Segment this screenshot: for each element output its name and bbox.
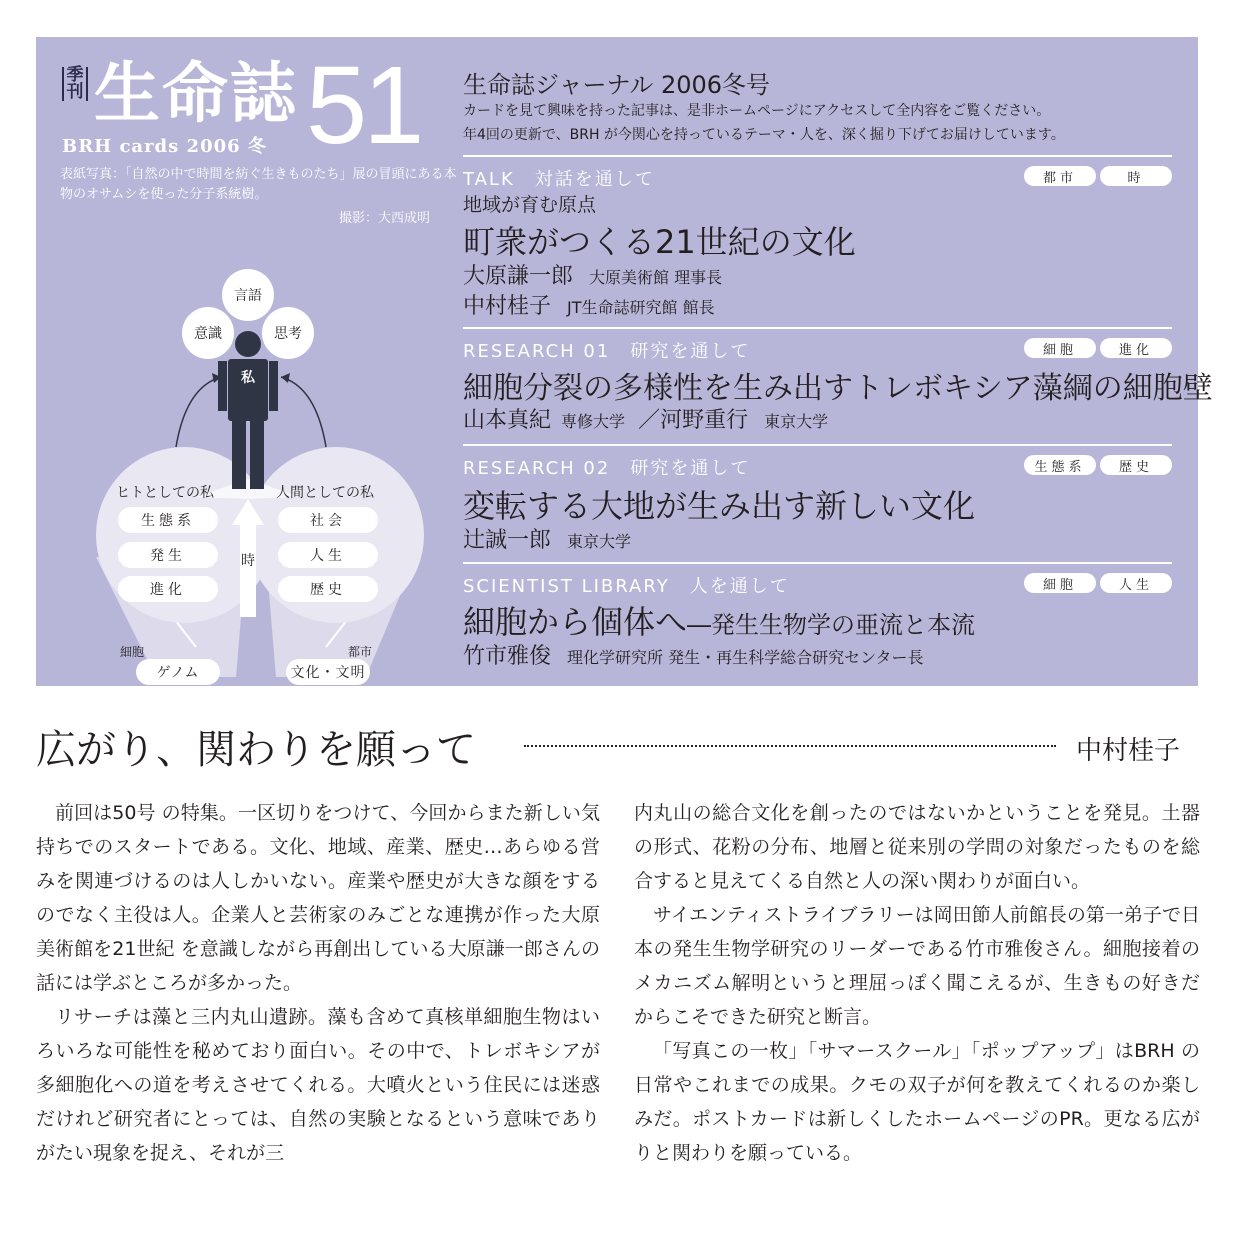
tag[interactable]: 細胞 xyxy=(1024,338,1096,358)
paragraph: 内丸山の総合文化を創ったのではないかということを発見。土器の形式、花粉の分布、地層と従来別の学問の対象だったものを総合すると見えてくる自然と人の深い関わりが面白い。 xyxy=(634,802,1200,892)
talk-person-2: 中村桂子 JT生命誌研究館 館長 xyxy=(463,294,715,319)
bubble-thought: 思考 xyxy=(262,307,314,359)
research2-people: 辻誠一郎 東京大学 xyxy=(463,528,632,553)
library-title[interactable]: 細胞から個体へ―発生生物学の亜流と本流 xyxy=(463,603,976,641)
talk-title[interactable]: 町衆がつくる21世紀の文化 xyxy=(463,223,856,261)
article-column-right xyxy=(634,796,1200,1170)
self-label: 私 xyxy=(241,370,255,386)
headline-leader xyxy=(524,745,1056,747)
library-tags xyxy=(1024,573,1172,593)
divider xyxy=(463,155,1172,157)
divider xyxy=(463,444,1172,446)
human-as-species-label: ヒトとしての私 xyxy=(116,485,214,501)
cell-label: 細胞 xyxy=(120,645,145,659)
paragraph: 前回は50号 の特集。一区切りをつけて、今回からまた新しい気持ちでのスタートである。文化、地域、産業、歴史…あらゆる営みを関連づけるのは人しかいない。産業や歴史が大きな顔をするのでなく主役は人。企業人と芸術家のみごとな連携が作った大原美術館を21世紀 を意識しながら再創出している大原謙一郎さんの話には学ぶところが多かった。 xyxy=(36,802,600,994)
research1-heading: RESEARCH 01 研究を通して xyxy=(463,341,751,362)
pill-society: 社会 xyxy=(278,507,378,533)
pill-culture: 文化・文明 xyxy=(286,659,370,685)
divider xyxy=(463,562,1172,564)
pill-ecosystem: 生態系 xyxy=(118,507,218,533)
self-diagram xyxy=(36,267,466,686)
bubble-language: 言語 xyxy=(222,269,274,321)
pill-history: 歴史 xyxy=(278,576,378,602)
paragraph: サイエンティストライブラリーは岡田節人前館長の第一弟子で日本の発生生物学研究のリーダーである竹市雅俊さん。細胞接着のメカニズム解明というと理屈っぽく聞こえるが、生きもの好きだからこそできた研究と断言。 xyxy=(634,904,1200,1028)
tag[interactable]: 歴史 xyxy=(1100,455,1172,475)
talk-subtitle: 地域が育む原点 xyxy=(463,194,597,216)
issue-number: 51 xyxy=(306,44,421,167)
city-label: 都市 xyxy=(348,645,373,659)
talk-person-1: 大原謙一郎 大原美術館 理事長 xyxy=(463,264,723,289)
article-headline: 広がり、関わりを願って xyxy=(36,727,476,773)
pill-evolution: 進化 xyxy=(118,576,218,602)
paragraph: リサーチは藻と三内丸山遺跡。藻も含めて真核単細胞生物はいろいろな可能性を秘めており面白い。その中で、トレボキシアが多細胞化への道を考えさせてくれる。大噴火という住民には迷惑だけれど研究者にとっては、自然の実験となるという意味でありがたい現象を捉え、それが三 xyxy=(36,1006,600,1164)
library-people: 竹市雅俊 理化学研究所 発生・再生科学総合研究センター長 xyxy=(463,644,924,669)
diagram-figure xyxy=(36,267,466,686)
talk-tags xyxy=(1024,166,1172,186)
research2-heading: RESEARCH 02 研究を通して xyxy=(463,458,751,479)
research1-people: 山本真紀 専修大学 ／河野重行 東京大学 xyxy=(463,408,829,433)
tag[interactable]: 生態系 xyxy=(1024,455,1096,475)
pill-life: 人生 xyxy=(278,542,378,568)
human-as-person-label: 人間としての私 xyxy=(276,485,374,501)
time-label: 時 xyxy=(241,553,255,569)
tag[interactable]: 進化 xyxy=(1100,338,1172,358)
magazine-logo: 生命誌 xyxy=(94,54,298,132)
tag[interactable]: 人生 xyxy=(1100,573,1172,593)
article-author: 中村桂子 xyxy=(1076,736,1181,766)
research1-tags xyxy=(1024,338,1172,358)
cover-caption: 表紙写真：「自然の中で時間を紡ぐ生きものたち」展の冒頭にある本物のオサムシを使った分子系統樹。 xyxy=(60,167,457,202)
talk-heading: TALK 対話を通して xyxy=(463,169,655,190)
research1-title[interactable]: 細胞分裂の多様性を生み出すトレボキシア藻綱の細胞壁 xyxy=(463,371,1213,406)
paragraph: 「写真この一枚」「サマースクール」「ポップアップ」はBRH の日常やこれまでの成果。クモの双子が何を教えてくれるのか楽しみだ。ポストカードは新しくしたホームページのPR。更なる広がりと関わりを願っている。 xyxy=(634,1040,1200,1164)
tag[interactable]: 時 xyxy=(1100,166,1172,186)
quarterly-mark: 季 刊 xyxy=(62,67,88,101)
journal-description: カードを見て興味を持った記事は、是非ホームページにアクセスして全内容をご覧ください。 年4回の更新で、BRH が今関心を持っているテーマ・人を、深く掘り下げてお届けしています。 xyxy=(463,103,1065,143)
magazine-subtitle: BRH cards 2006 冬 xyxy=(62,136,267,157)
tag[interactable]: 都市 xyxy=(1024,166,1096,186)
cover-panel xyxy=(36,37,1213,686)
divider xyxy=(463,327,1172,329)
research2-tags xyxy=(1024,455,1172,475)
pill-development: 発生 xyxy=(118,542,218,568)
library-heading: SCIENTIST LIBRARY 人を通して xyxy=(463,576,790,597)
bubble-consciousness: 意識 xyxy=(182,307,234,359)
pill-genome: ゲノム xyxy=(136,659,220,685)
tag[interactable]: 細胞 xyxy=(1024,573,1096,593)
article-column-left xyxy=(36,796,600,1170)
research2-title[interactable]: 変転する大地が生み出す新しい文化 xyxy=(463,487,976,525)
journal-title: 生命誌ジャーナル 2006冬号 xyxy=(463,71,771,99)
photo-credit: 撮影：大西成明 xyxy=(338,211,430,226)
